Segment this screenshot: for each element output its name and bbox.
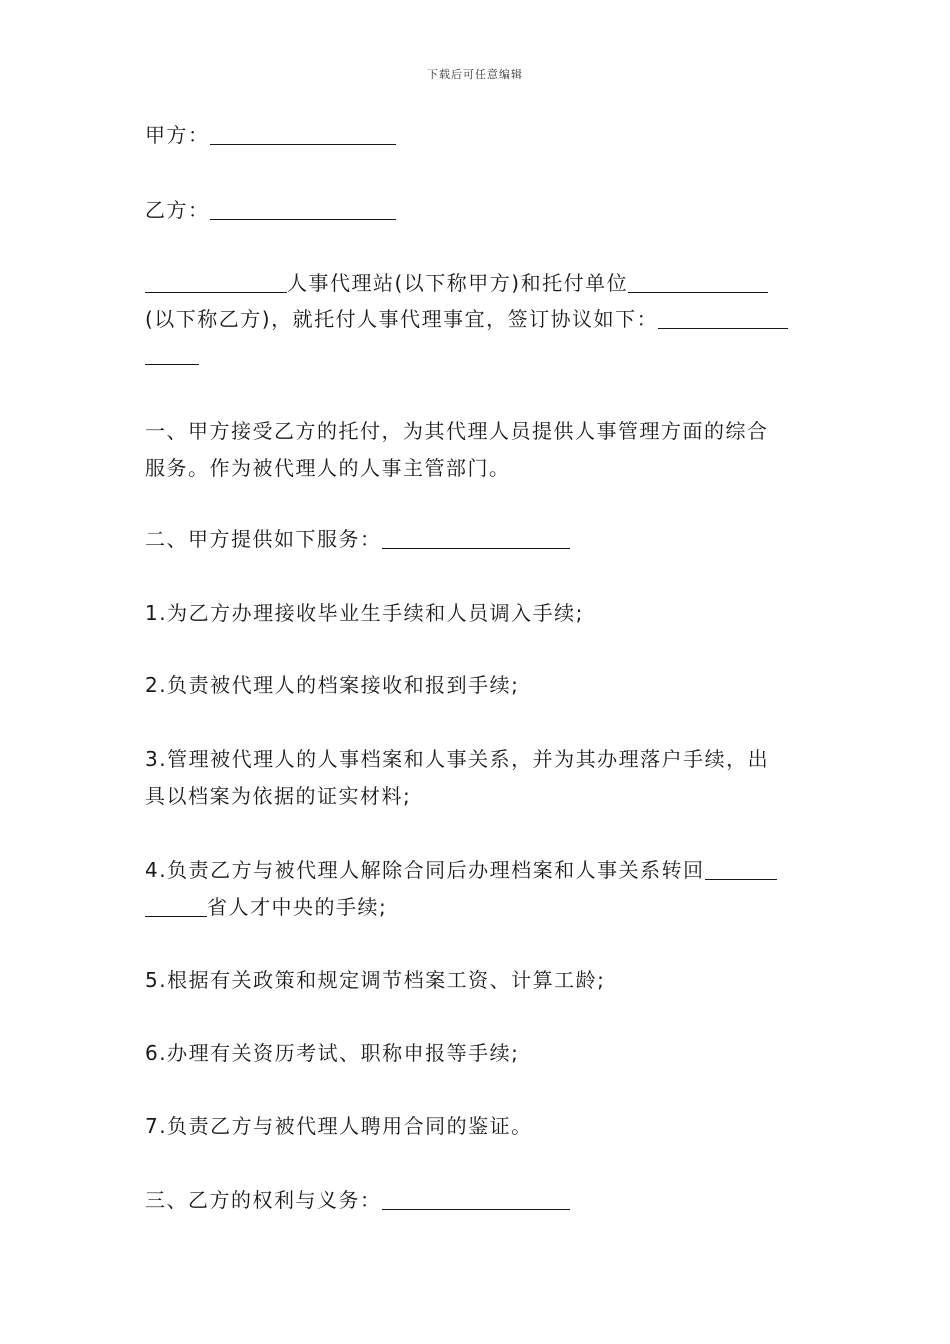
section-2-heading: 二、甲方提供如下服务： — [145, 527, 382, 551]
item-5: 5.根据有关政策和规定调节档案工资、计算工龄; — [145, 968, 606, 992]
item-4-text-2: 省人才中央的手续; — [207, 895, 388, 919]
party-b-label: 乙方： — [145, 198, 210, 222]
intro-text-1: 人事代理站(以下称甲方)和托付单位 — [287, 271, 629, 295]
party-a-blank — [210, 122, 396, 145]
item-1: 1.为乙方办理接收毕业生手续和人员调入手续; — [145, 601, 584, 625]
client-unit-blank — [628, 270, 768, 293]
section-2-heading-line — [145, 521, 807, 557]
party-a-line — [145, 117, 807, 153]
section-2-blank — [382, 526, 570, 549]
party-b-blank — [210, 197, 396, 220]
item-2: 2.负责被代理人的档案接收和报到手续; — [145, 673, 520, 697]
header-note: 下载后可任意编辑 — [427, 68, 523, 81]
item-7: 7.负责乙方与被代理人聘用合同的鉴证。 — [145, 1114, 533, 1138]
agency-name-blank — [145, 270, 287, 293]
item-3-line-2: 具以档案为依据的证实材料; — [145, 784, 412, 808]
intro-line-2 — [145, 301, 807, 337]
item-6: 6.办理有关资历考试、职称申报等手续; — [145, 1041, 520, 1065]
section-1-line-2: 服务。作为被代理人的人事主管部门。 — [145, 456, 511, 480]
item-4-line-1 — [145, 852, 807, 888]
item-3-line-1: 3.管理被代理人的人事档案和人事关系，并为其办理落户手续，出 — [145, 747, 770, 771]
section-3-blank — [382, 1187, 570, 1210]
section-3-heading-line — [145, 1182, 807, 1218]
intro-blank-2 — [658, 306, 788, 329]
section-3-heading: 三、乙方的权利与义务： — [145, 1188, 382, 1212]
intro-line-3 — [145, 337, 807, 373]
party-b-line — [145, 192, 807, 228]
section-1-line-1: 一、甲方接受乙方的托付，为其代理人员提供人事管理方面的综合 — [145, 419, 769, 443]
intro-text-2: (以下称乙方)，就托付人事代理事宜，签订协议如下： — [145, 307, 659, 331]
party-a-label: 甲方： — [145, 123, 210, 147]
intro-line-1 — [145, 265, 807, 301]
item-4-text-1: 4.负责乙方与被代理人解除合同后办理档案和人事关系转回 — [145, 858, 705, 882]
intro-blank-3 — [145, 342, 199, 365]
item-4-line-2 — [145, 889, 807, 925]
item-4-blank-2 — [145, 894, 207, 917]
item-4-blank-1 — [705, 857, 777, 880]
